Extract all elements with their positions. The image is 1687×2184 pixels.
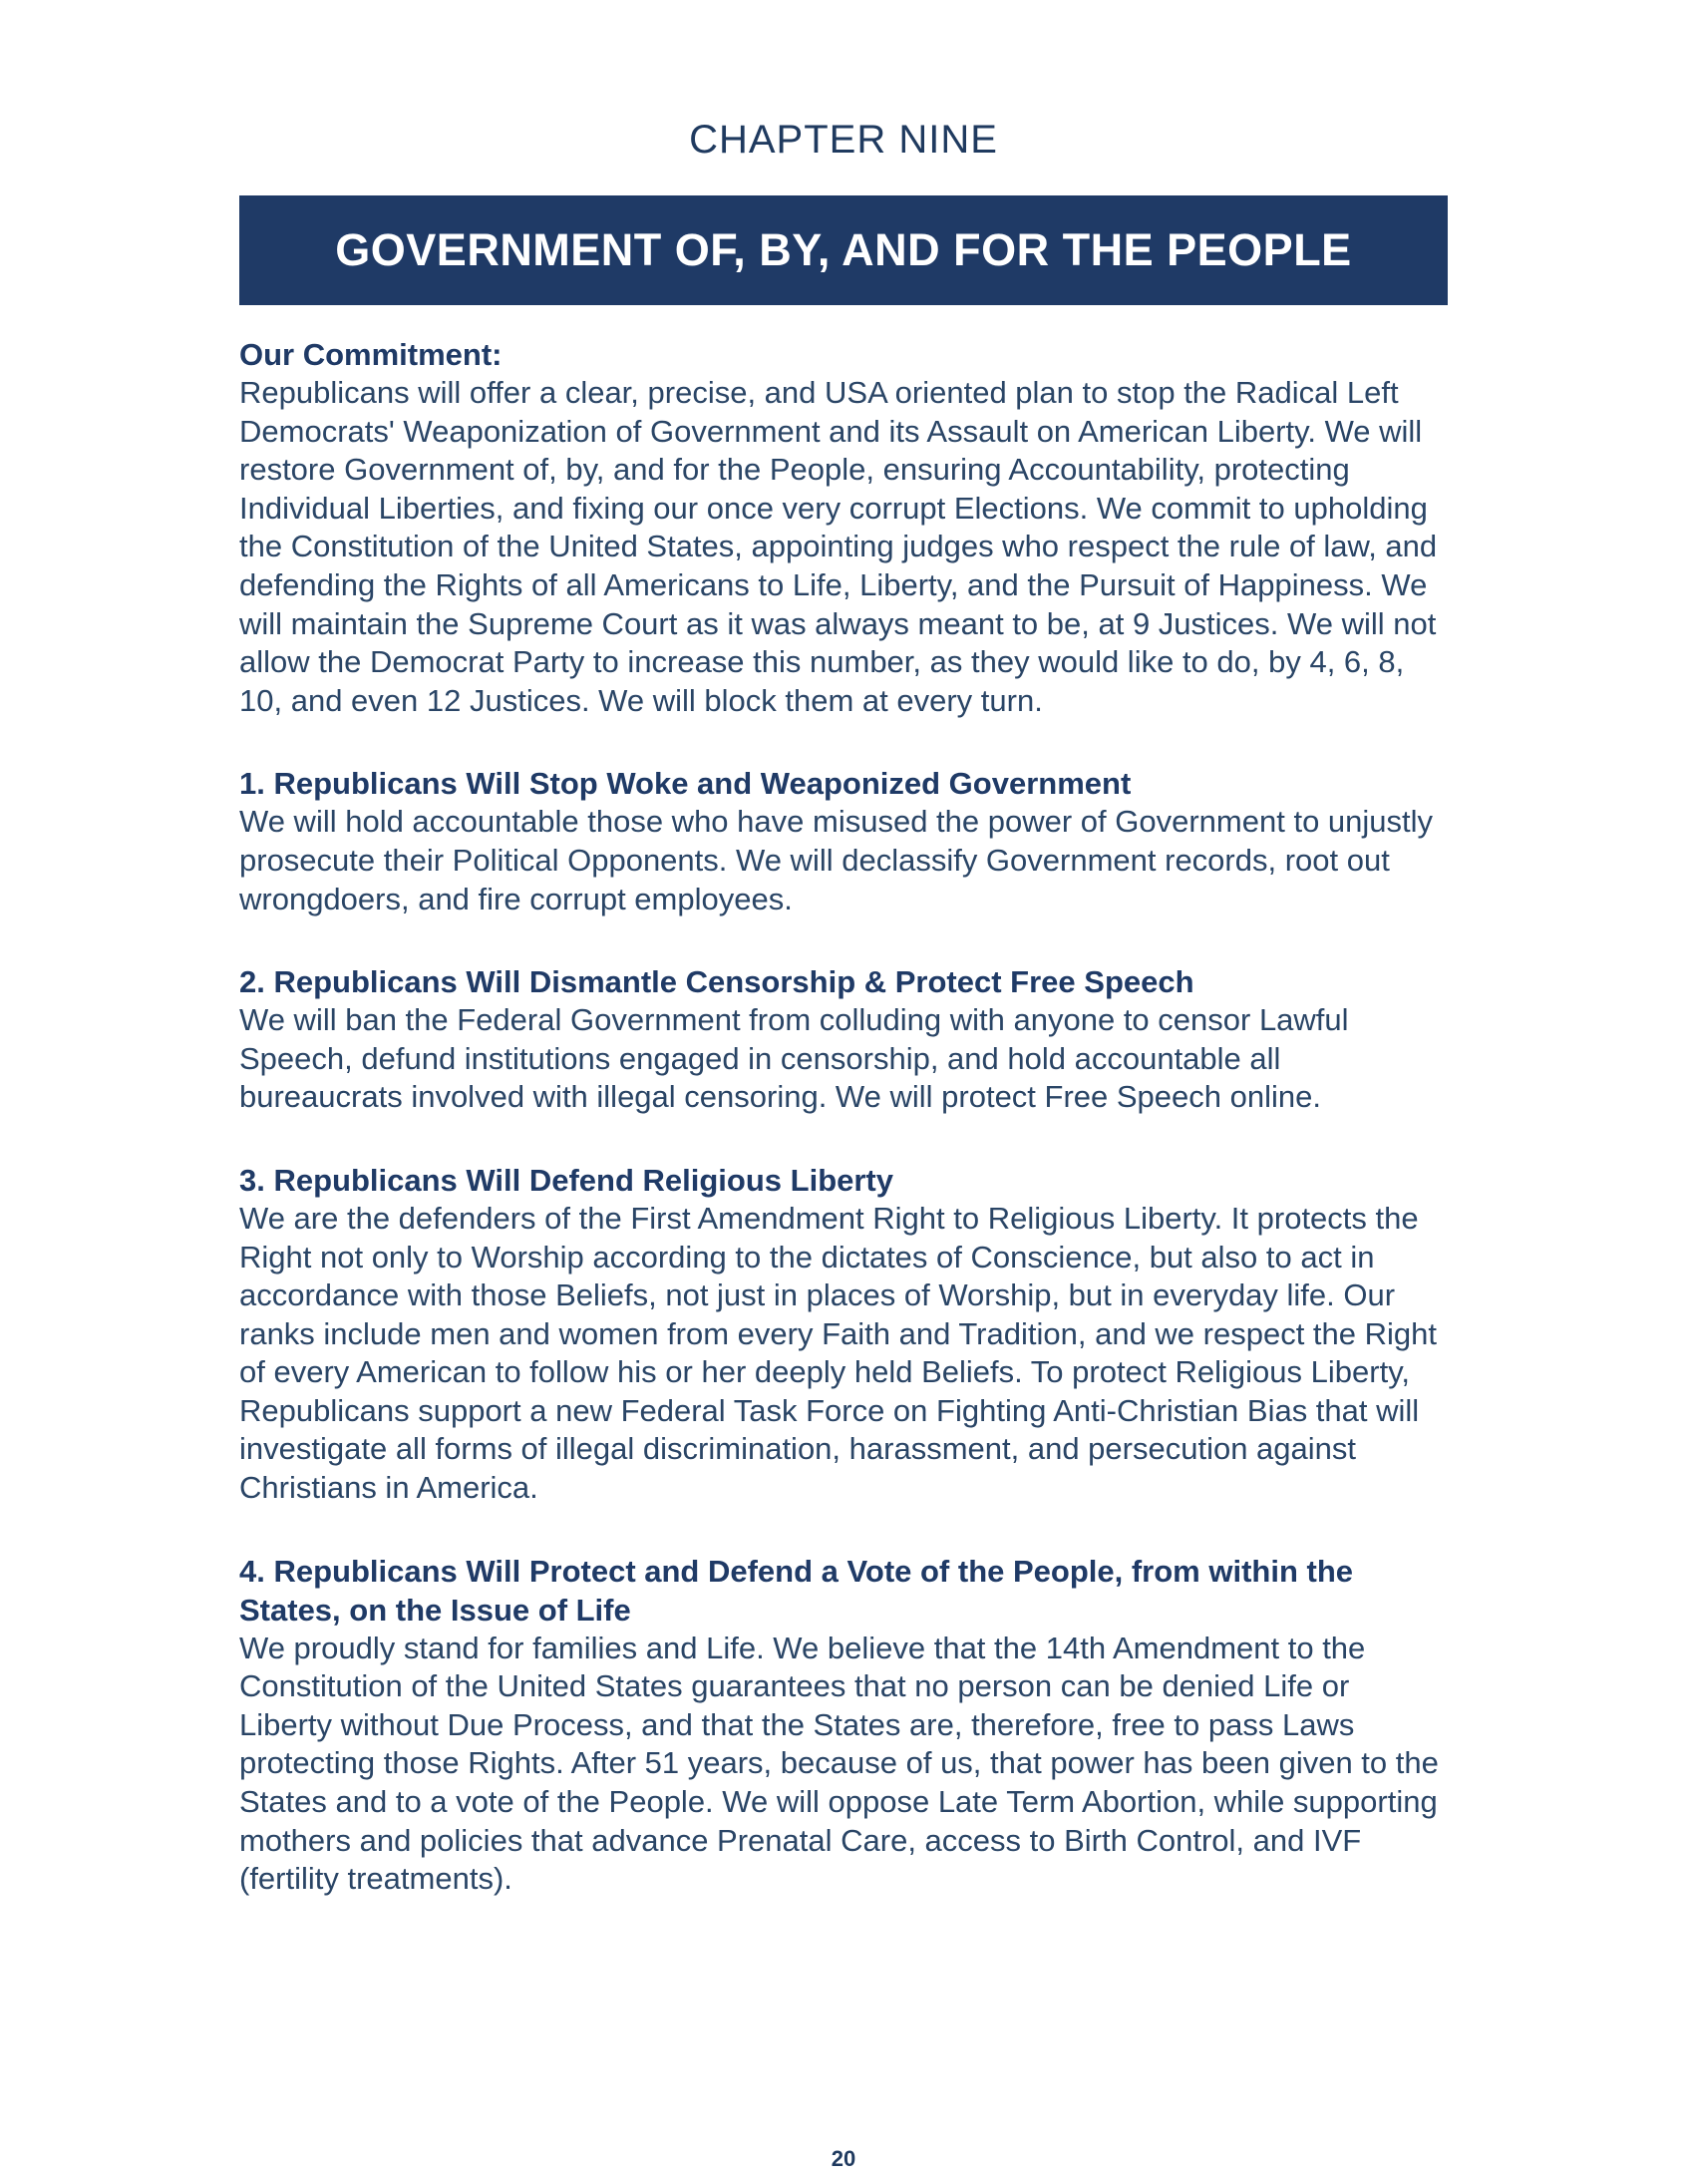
page-title: GOVERNMENT OF, BY, AND FOR THE PEOPLE xyxy=(335,224,1352,275)
section-commitment xyxy=(239,335,1448,720)
chapter-label: CHAPTER NINE xyxy=(689,118,998,162)
section-body: We will hold accountable those who have misused the power of Government to unjustly prosecute their Political Opponents. We will declassify Government records, root out wrongdoers, and fire corrupt employees. xyxy=(239,804,1434,916)
section-4 xyxy=(239,1552,1448,1899)
title-banner xyxy=(239,195,1448,305)
section-body: We proudly stand for families and Life. We believe that the 14th Amendment to the Constitution of the United States guarantees that no person can be denied Life or Liberty without Due Process, and that the States are, therefore, free to pass Laws protecting those Rights. After 51 years, because of us, that power has been given to the States and to a vote of the People. We will oppose Late Term Abortion, while supporting mothers and policies that advance Prenatal Care, access to Birth Control, and IVF (fertility treatments). xyxy=(239,1630,1439,1897)
section-3 xyxy=(239,1161,1448,1508)
section-body: We will ban the Federal Government from colluding with anyone to censor Lawful Speech, defund institutions engaged in censorship, and hold accountable all bureaucrats involved with illegal censoring. We will protect Free Speech online. xyxy=(239,1002,1349,1115)
section-heading: Our Commitment: xyxy=(239,337,503,372)
section-1 xyxy=(239,764,1448,918)
section-body: We are the defenders of the First Amendment Right to Religious Liberty. It protects the Right not only to Worship according to the dictates of Conscience, but also to act in accordance with those Beliefs, not just in places of Worship, but in everyday life. Our ranks include men and women from every Faith and Tradition, and we respect the Right of every American to follow his or her deeply held Beliefs. To protect Religious Liberty, Republicans support a new Federal Task Force on Fighting Anti-Christian Bias that will investigate all forms of illegal discrimination, harassment, and persecution against Christians in America. xyxy=(239,1200,1438,1506)
section-body: Republicans will offer a clear, precise, and USA oriented plan to stop the Radical Left Democrats' Weaponization of Government and its Assault on American Liberty. We will restore Government of, by, and for the People, ensuring Accountability, protecting Individual Liberties, and fixing our once very corrupt Elections. We commit to upholding the Constitution of the United States, appointing judges who respect the rule of law, and defending the Rights of all Americans to Life, Liberty, and the Pursuit of Happiness. We will maintain the Supreme Court as it was always meant to be, at 9 Justices. We will not allow the Democrat Party to increase this number, as they would like to do, by 4, 6, 8, 10, and even 12 Justices. We will block them at every turn. xyxy=(239,375,1438,718)
section-heading: 2. Republicans Will Dismantle Censorship & Protect Free Speech xyxy=(239,964,1194,1000)
main-content xyxy=(239,335,1448,1943)
section-heading: 3. Republicans Will Defend Religious Liberty xyxy=(239,1162,893,1198)
section-2 xyxy=(239,962,1448,1117)
section-heading: 1. Republicans Will Stop Woke and Weaponized Government xyxy=(239,766,1132,802)
section-heading: 4. Republicans Will Protect and Defend a Vote of the People, from within the States, on the Issue of Life xyxy=(239,1553,1353,1628)
page-number: 20 xyxy=(831,2146,856,2171)
